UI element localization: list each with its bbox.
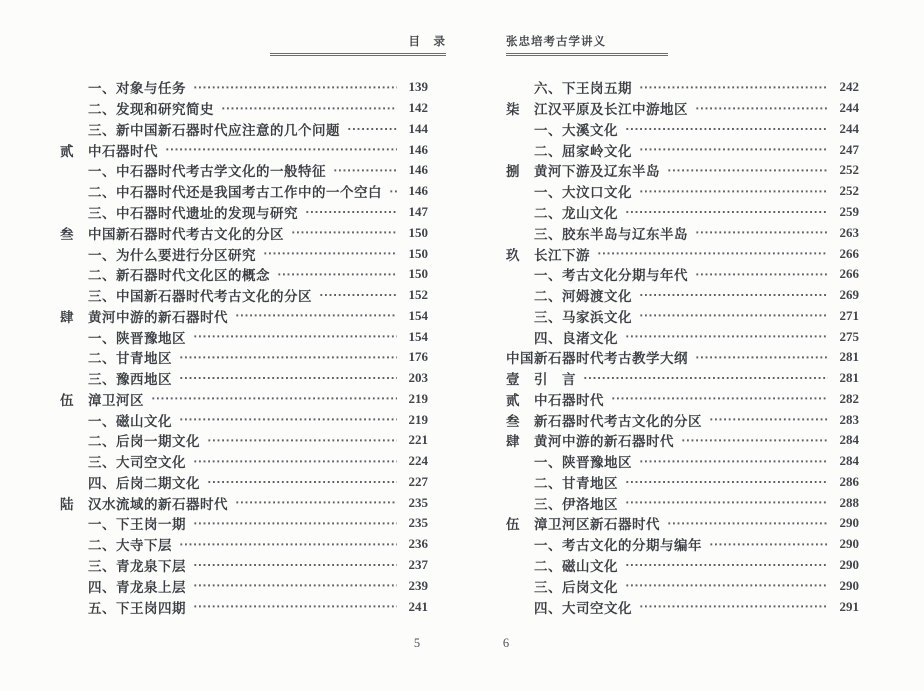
toc-entry [506, 596, 859, 617]
toc-entry [506, 264, 859, 285]
toc-entry-label: 中石器时代 [534, 392, 604, 408]
toc-entry [60, 347, 428, 368]
toc-entry [60, 98, 428, 119]
dot-leader [389, 181, 397, 202]
toc-entry-label: 三、马家浜文化 [534, 309, 632, 325]
toc-entry-label: 漳卫河区新石器时代 [534, 517, 660, 533]
toc-entry-num: 捌 [506, 164, 520, 180]
toc-entry-page: 237 [408, 556, 428, 572]
toc-entry-page: 290 [839, 515, 859, 531]
toc-entry-page: 150 [408, 266, 428, 282]
toc-entry [60, 139, 428, 160]
toc-entry-page: 275 [839, 328, 859, 344]
toc-entry-page: 259 [839, 203, 859, 219]
toc-entry-num: 伍 [506, 517, 520, 533]
toc-entry [506, 181, 859, 202]
dot-leader [179, 534, 397, 555]
toc-entry-page: 142 [408, 100, 428, 116]
toc-entry [506, 119, 859, 140]
dot-leader [193, 451, 397, 472]
toc-entry-label: 二、磁山文化 [534, 558, 618, 574]
dot-leader [193, 326, 397, 347]
toc-entry-label: 二、发现和研究简史 [88, 102, 214, 118]
toc-entry-page: 291 [839, 598, 859, 614]
toc-entry-page: 239 [408, 577, 428, 593]
dot-leader [179, 368, 397, 389]
toc-entry [506, 513, 859, 534]
toc-entry-page: 144 [408, 120, 428, 136]
toc-entry-label: 二、中石器时代还是我国考古工作中的一个空白 [88, 185, 382, 201]
toc-entry-num: 贰 [60, 143, 74, 159]
toc-entry [506, 534, 859, 555]
toc-entry [60, 555, 428, 576]
toc-entry [506, 430, 859, 451]
toc-entry-num: 肆 [506, 434, 520, 450]
toc-entry-label: 二、后岗一期文化 [88, 434, 200, 450]
toc-entry [60, 534, 428, 555]
dot-leader [695, 347, 828, 368]
dot-leader [667, 513, 828, 534]
dot-leader [179, 409, 397, 430]
dot-leader [319, 285, 397, 306]
dot-leader [625, 472, 828, 493]
toc-entry-page: 150 [408, 224, 428, 240]
dot-leader [611, 388, 828, 409]
toc-entry-num: 壹 [506, 372, 520, 388]
dot-leader [667, 160, 828, 181]
toc-entry-page: 146 [408, 183, 428, 199]
dot-leader [639, 139, 828, 160]
toc-entry-page: 290 [839, 536, 859, 552]
dot-leader [207, 430, 397, 451]
toc-entry-label: 二、新石器时代文化区的概念 [88, 268, 270, 284]
dot-leader [639, 596, 828, 617]
toc-entry-label: 四、大司空文化 [534, 600, 632, 616]
toc-entry-label: 汉水流域的新石器时代 [88, 496, 228, 512]
toc-entry-page: 247 [839, 141, 859, 157]
toc-left [60, 77, 428, 617]
toc-entry-page: 284 [839, 432, 859, 448]
toc-entry-label: 三、大司空文化 [88, 455, 186, 471]
toc-entry-page: 235 [408, 515, 428, 531]
toc-entry-page: 282 [839, 390, 859, 406]
toc-entry [60, 492, 428, 513]
toc-entry-label: 黄河中游的新石器时代 [534, 434, 674, 450]
toc-entry-label: 二、龙山文化 [534, 205, 618, 221]
dot-leader [291, 222, 397, 243]
toc-entry-page: 252 [839, 162, 859, 178]
left-running-head [270, 33, 446, 56]
toc-entry [506, 347, 859, 368]
left-running-head-title: 目 录 [408, 36, 446, 48]
dot-leader [165, 139, 397, 160]
toc-entry-label: 黄河中游的新石器时代 [88, 309, 228, 325]
toc-entry-page: 284 [839, 453, 859, 469]
toc-entry-page: 176 [408, 349, 428, 365]
toc-entry-label: 三、中石器时代遗址的发现与研究 [88, 205, 298, 221]
toc-entry-label: 三、后岗文化 [534, 579, 618, 595]
toc-entry-page: 252 [839, 183, 859, 199]
toc-entry-page: 286 [839, 473, 859, 489]
toc-entry-page: 227 [408, 473, 428, 489]
dot-leader [179, 347, 397, 368]
dot-leader [193, 596, 397, 617]
toc-entry-label: 三、新中国新石器时代应注意的几个问题 [88, 122, 340, 138]
toc-entry-label: 一、考古文化的分期与编年 [534, 538, 702, 554]
dot-leader [639, 305, 828, 326]
toc-entry-label: 三、中国新石器时代考古文化的分区 [88, 289, 312, 305]
toc-entry-page: 224 [408, 453, 428, 469]
dot-leader [625, 492, 828, 513]
toc-entry [60, 222, 428, 243]
toc-entry-label: 一、中石器时代考古学文化的一般特征 [88, 164, 326, 180]
toc-entry [60, 368, 428, 389]
toc-entry-label: 江汉平原及长江中游地区 [534, 102, 688, 118]
dot-leader [639, 285, 828, 306]
dot-leader [193, 575, 397, 596]
toc-entry [60, 181, 428, 202]
toc-entry-page: 235 [408, 494, 428, 510]
toc-entry [60, 596, 428, 617]
toc-entry [60, 430, 428, 451]
toc-entry [60, 472, 428, 493]
toc-entry-label: 一、下王岗一期 [88, 517, 186, 533]
toc-entry-page: 139 [408, 79, 428, 95]
right-running-head [506, 33, 668, 56]
toc-entry [506, 451, 859, 472]
toc-entry-page: 271 [839, 307, 859, 323]
toc-entry [506, 555, 859, 576]
dot-leader [625, 202, 828, 223]
toc-entry [60, 264, 428, 285]
dot-leader [583, 368, 828, 389]
toc-entry-page: 281 [839, 349, 859, 365]
toc-entry-num: 柒 [506, 102, 520, 118]
toc-entry [506, 409, 859, 430]
toc-entry-label: 三、青龙泉下层 [88, 558, 186, 574]
toc-entry-label: 一、陕晋豫地区 [534, 455, 632, 471]
toc-entry-num: 玖 [506, 247, 520, 263]
dot-leader [709, 409, 828, 430]
toc-entry-label: 中石器时代 [88, 143, 158, 159]
toc-entry-page: 266 [839, 245, 859, 261]
toc-entry [60, 160, 428, 181]
dot-leader [597, 243, 828, 264]
toc-entry-label: 四、良渚文化 [534, 330, 618, 346]
toc-entry-num: 陆 [60, 496, 74, 512]
toc-entry-num: 贰 [506, 392, 520, 408]
dot-leader [235, 305, 397, 326]
toc-entry [506, 222, 859, 243]
right-running-head-title: 张忠培考古学讲义 [506, 36, 606, 48]
dot-leader [263, 243, 397, 264]
toc-entry-label: 引 言 [534, 372, 576, 388]
toc-entry-label: 一、为什么要进行分区研究 [88, 247, 256, 263]
toc-entry [506, 243, 859, 264]
dot-leader [709, 534, 828, 555]
toc-entry-label: 新石器时代考古文化的分区 [534, 413, 702, 429]
toc-entry-num: 叁 [60, 226, 74, 242]
toc-entry [60, 202, 428, 223]
toc-entry-page: 219 [408, 411, 428, 427]
toc-entry-page: 242 [839, 79, 859, 95]
toc-entry [506, 77, 859, 98]
toc-entry [60, 243, 428, 264]
toc-entry-label: 二、屈家岭文化 [534, 143, 632, 159]
right-page-number: 6 [502, 636, 510, 650]
toc-entry-num: 叁 [506, 413, 520, 429]
dot-leader [625, 119, 828, 140]
dot-leader [625, 555, 828, 576]
toc-entry [506, 575, 859, 596]
left-page-number: 5 [413, 636, 421, 650]
toc-entry-label: 三、胶东半岛与辽东半岛 [534, 226, 688, 242]
toc-entry [506, 202, 859, 223]
dot-leader [695, 264, 828, 285]
toc-entry-label: 漳卫河区 [88, 392, 144, 408]
toc-entry-page: 281 [839, 370, 859, 386]
dot-leader [639, 77, 828, 98]
toc-entry-page: 236 [408, 536, 428, 552]
toc-entry-label: 一、磁山文化 [88, 413, 172, 429]
toc-entry-page: 203 [408, 370, 428, 386]
toc-entry [60, 575, 428, 596]
toc-entry-page: 288 [839, 494, 859, 510]
dot-leader [151, 388, 397, 409]
toc-entry-page: 266 [839, 266, 859, 282]
toc-entry [506, 305, 859, 326]
toc-entry-page: 146 [408, 162, 428, 178]
toc-entry-label: 二、甘青地区 [534, 475, 618, 491]
toc-entry-page: 154 [408, 328, 428, 344]
toc-entry-page: 150 [408, 245, 428, 261]
toc-entry-page: 147 [408, 203, 428, 219]
dot-leader [305, 202, 397, 223]
dot-leader [625, 326, 828, 347]
dot-leader [207, 472, 397, 493]
dot-leader [193, 555, 397, 576]
toc-entry [60, 409, 428, 430]
toc-entry [506, 388, 859, 409]
dot-leader [193, 513, 397, 534]
dot-leader [277, 264, 397, 285]
toc-entry-label: 中国新石器时代考古文化的分区 [88, 226, 284, 242]
toc-entry-label: 六、下王岗五期 [534, 81, 632, 97]
toc-entry-label: 四、后岗二期文化 [88, 475, 200, 491]
toc-entry-label: 二、河姆渡文化 [534, 289, 632, 305]
toc-entry-label: 五、下王岗四期 [88, 600, 186, 616]
toc-entry-page: 244 [839, 100, 859, 116]
toc-entry-page: 221 [408, 432, 428, 448]
toc-entry-page: 219 [408, 390, 428, 406]
toc-entry-label: 一、陕晋豫地区 [88, 330, 186, 346]
toc-entry [60, 77, 428, 98]
toc-entry-label: 一、对象与任务 [88, 81, 186, 97]
toc-entry-label: 二、甘青地区 [88, 351, 172, 367]
toc-entry [506, 326, 859, 347]
toc-entry [506, 492, 859, 513]
toc-entry-page: 152 [408, 287, 428, 303]
dot-leader [333, 160, 397, 181]
toc-entry-label: 中国新石器时代考古教学大纲 [506, 351, 688, 367]
toc-entry-label: 三、伊洛地区 [534, 496, 618, 512]
toc-entry-page: 263 [839, 224, 859, 240]
toc-entry [60, 388, 428, 409]
toc-entry-label: 一、大汶口文化 [534, 185, 632, 201]
toc-entry-page: 244 [839, 120, 859, 136]
toc-entry-label: 四、青龙泉上层 [88, 579, 186, 595]
toc-entry-page: 154 [408, 307, 428, 323]
toc-entry-num: 肆 [60, 309, 74, 325]
toc-entry-page: 290 [839, 556, 859, 572]
toc-entry-page: 290 [839, 577, 859, 593]
toc-entry-page: 241 [408, 598, 428, 614]
toc-entry [60, 285, 428, 306]
dot-leader [193, 77, 397, 98]
toc-entry [506, 368, 859, 389]
dot-leader [347, 119, 397, 140]
toc-entry [506, 139, 859, 160]
toc-right [506, 77, 859, 617]
toc-entry-label: 长江下游 [534, 247, 590, 263]
dot-leader [695, 222, 828, 243]
toc-entry [506, 472, 859, 493]
toc-entry-label: 二、大寺下层 [88, 538, 172, 554]
toc-entry [60, 326, 428, 347]
toc-entry [60, 119, 428, 140]
toc-entry [506, 160, 859, 181]
toc-entry-label: 一、考古文化分期与年代 [534, 268, 688, 284]
toc-entry-page: 283 [839, 411, 859, 427]
toc-entry [506, 98, 859, 119]
dot-leader [235, 492, 397, 513]
toc-entry-page: 269 [839, 287, 859, 303]
toc-entry [60, 513, 428, 534]
toc-entry-page: 146 [408, 141, 428, 157]
dot-leader [639, 451, 828, 472]
dot-leader [639, 181, 828, 202]
dot-leader [221, 98, 397, 119]
dot-leader [625, 575, 828, 596]
toc-entry [60, 451, 428, 472]
toc-entry-label: 三、豫西地区 [88, 372, 172, 388]
toc-entry-num: 伍 [60, 392, 74, 408]
dot-leader [681, 430, 828, 451]
toc-entry-label: 一、大溪文化 [534, 122, 618, 138]
toc-entry [60, 305, 428, 326]
toc-entry [506, 285, 859, 306]
dot-leader [695, 98, 828, 119]
toc-entry-label: 黄河下游及辽东半岛 [534, 164, 660, 180]
